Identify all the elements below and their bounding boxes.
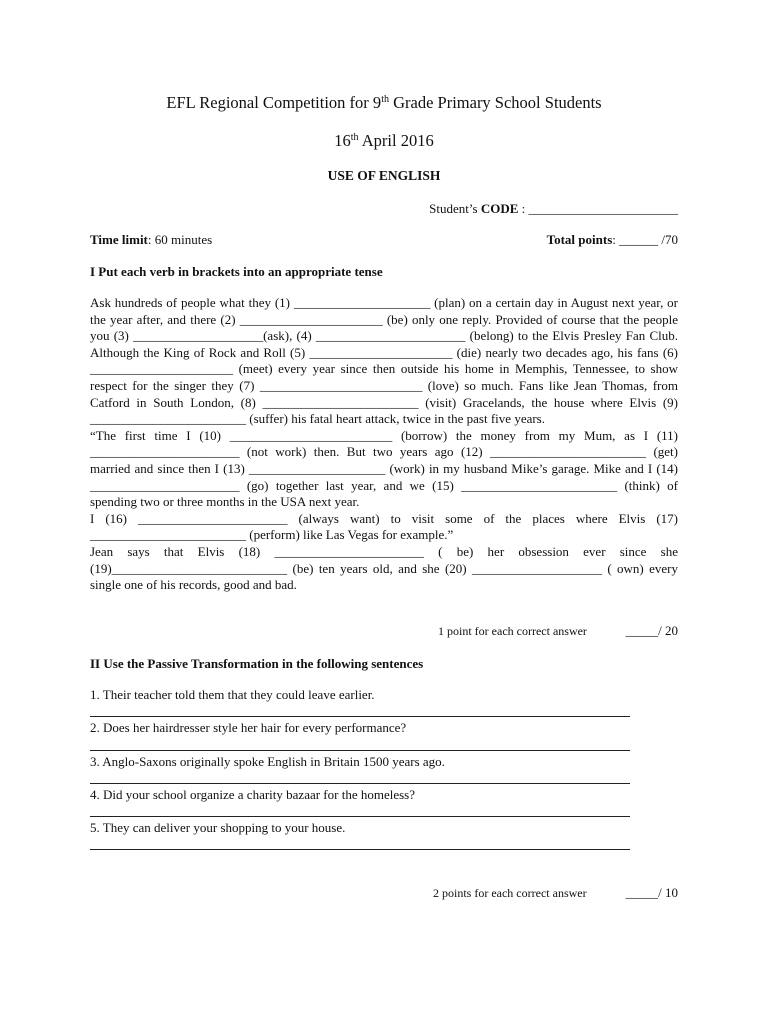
answer-line-2[interactable] — [90, 750, 630, 751]
student-code-field[interactable]: Student’s CODE : _______________________ — [429, 201, 678, 216]
question-5: 5. They can deliver your shopping to your house. — [90, 820, 346, 835]
part1-score: _____/ 20 — [625, 623, 678, 638]
answer-line-5[interactable] — [90, 849, 630, 850]
section-title: USE OF ENGLISH — [327, 168, 441, 183]
part1-paragraph[interactable]: Jean says that Elvis (18) _______________________ ( be) her obsession ever since she (19)___________________________ (be) ten years old, and she (20) ____________________ ( own) every single one of his records, good and bad. — [90, 543, 678, 593]
answer-line-3[interactable] — [90, 783, 630, 784]
question-3: 3. Anglo-Saxons originally spoke English in Britain 1500 years ago. — [90, 754, 445, 769]
total-points: Total points: ______ /70 — [546, 232, 678, 247]
part2-score: _____/ 10 — [625, 885, 678, 900]
question-1: 1. Their teacher told them that they could leave earlier. — [90, 687, 375, 702]
part1-text[interactable] — [90, 295, 678, 594]
time-limit: Time limit: 60 minutes — [90, 232, 213, 247]
question-4: 4. Did your school organize a charity bazaar for the homeless? — [90, 787, 415, 802]
answer-line-1[interactable] — [90, 716, 630, 717]
part1-paragraph[interactable]: “The first time I (10) _________________________ (borrow) the money from my Mum, as I (11) _______________________ (not work) then. But two years ago (12) ________________________ (get) married and since then I (13) _____________________ (work) in my husband Mike’s garage. Mike and I (14) _______________________ (go) together last year, and we (15) ________________________ (think) of spending two or three months in the USA next year. — [90, 427, 678, 510]
part2-scoring-note: 2 points for each correct answer — [433, 886, 587, 900]
part1-paragraph[interactable]: Ask hundreds of people what they (1) _____________________ (plan) on a certain day in August next year, or the year after, and there (2) ______________________ (be) only one reply. Provided of course that the people you (3) ____________________(ask), (4) _______________________ (belong) to the Elvis Presley Fan Club. Although the King of Rock and Roll (5) ______________________ (die) nearly two decades ago, his fans (6) ______________________ (meet) every year since then outside his home in Memphis, Tennessee, to show respect for the singer they (7) _________________________ (love) so much. Fans like Jean Thomas, from Catford in South London, (8) ________________________ (visit) Gracelands, the house where Elvis (9) ________________________ (suffer) his fatal heart attack, twice in the past five years. — [90, 295, 678, 427]
part1-scoring-note: 1 point for each correct answer — [438, 624, 587, 638]
exam-date: 16th April 2016 — [334, 131, 434, 150]
part1-heading: I Put each verb in brackets into an appropriate tense — [90, 264, 383, 279]
exam-title: EFL Regional Competition for 9th Grade Primary School Students — [166, 93, 602, 112]
answer-line-4[interactable] — [90, 816, 630, 817]
part1-paragraph[interactable]: I (16) _______________________ (always want) to visit some of the places where Elvis (17) ________________________ (perform) like Las Vegas for example.” — [90, 510, 678, 543]
question-2: 2. Does her hairdresser style her hair for every performance? — [90, 720, 407, 735]
part2-heading: II Use the Passive Transformation in the following sentences — [90, 656, 424, 671]
